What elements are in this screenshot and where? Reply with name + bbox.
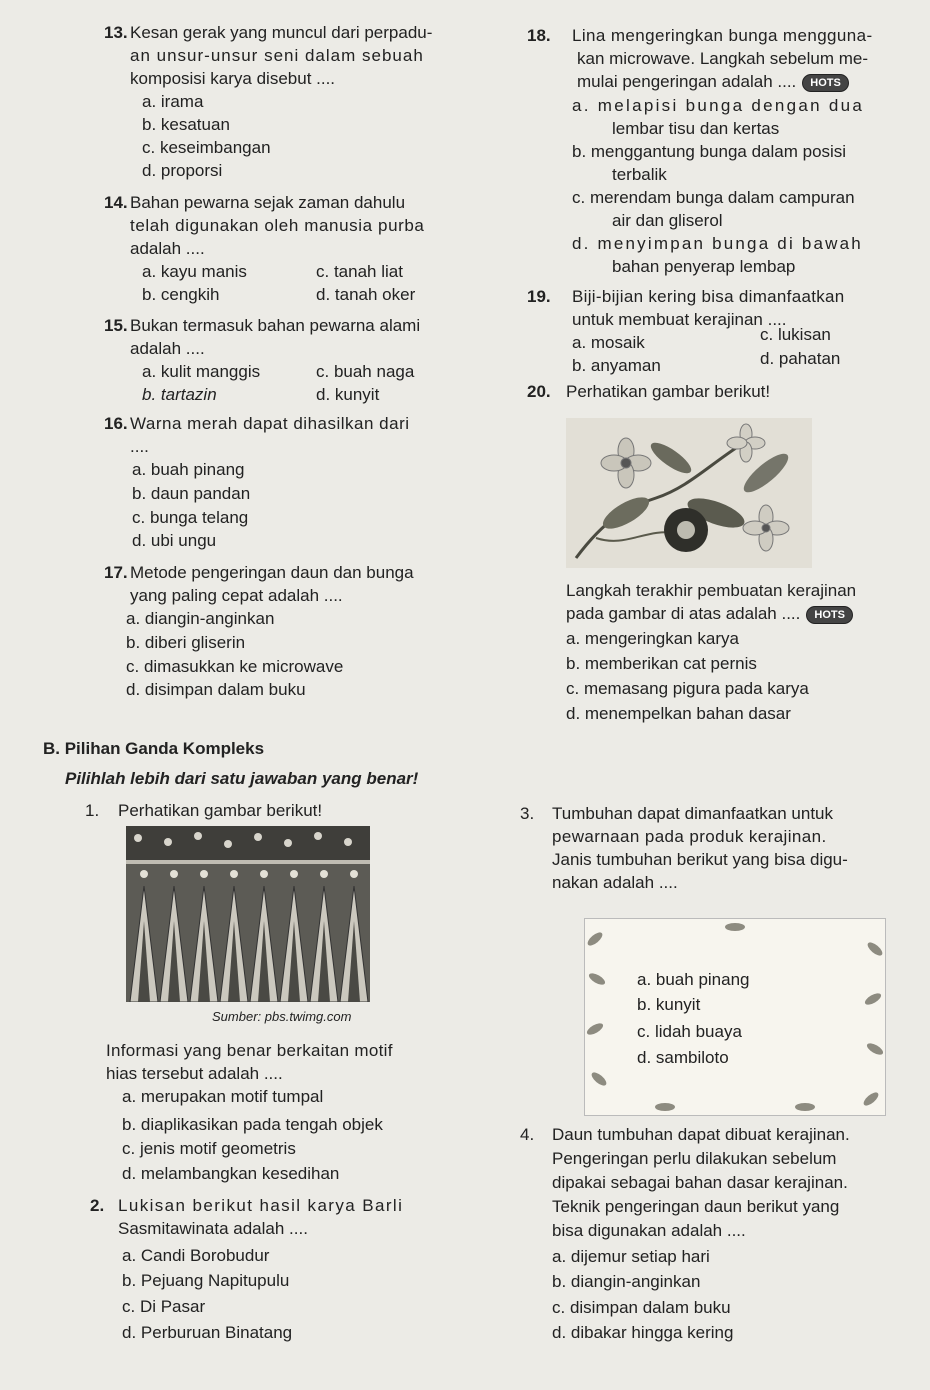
section-instruction: Pilihlah lebih dari satu jawaban yang benar! (65, 769, 419, 788)
question-stem: yang paling cepat adalah .... (130, 586, 343, 605)
answer-option[interactable]: c. memasang pigura pada karya (566, 679, 809, 698)
answer-option[interactable]: c. jenis motif geometris (122, 1139, 296, 1158)
answer-option[interactable]: d. pahatan (760, 349, 841, 368)
question-stem: adalah .... (130, 339, 205, 358)
answer-option[interactable]: b. daun pandan (132, 484, 251, 503)
question-number: 19. (527, 287, 551, 306)
answer-option[interactable]: a. dijemur setiap hari (552, 1247, 710, 1266)
answer-option[interactable]: b. cengkih (142, 285, 220, 304)
answer-option[interactable]: d. sambiloto (637, 1048, 729, 1067)
answer-option[interactable]: a. buah pinang (132, 460, 245, 479)
question-stem: Kesan gerak yang muncul dari perpadu- (130, 23, 433, 42)
answer-option[interactable]: a. kayu manis (142, 262, 247, 281)
answer-option[interactable]: a. melapisi bunga dengan dua (572, 96, 865, 115)
answer-option[interactable]: c. lidah buaya (637, 1022, 742, 1041)
question-stem: nakan adalah .... (552, 873, 678, 892)
answer-option[interactable]: c. buah naga (316, 362, 415, 381)
question-stem: .... (130, 437, 149, 456)
answer-option[interactable]: b. diberi gliserin (126, 633, 246, 652)
answer-option[interactable]: b. kunyit (637, 995, 701, 1014)
question-stem: Teknik pengeringan daun berikut yang (552, 1197, 840, 1216)
answer-option-cont: lembar tisu dan kertas (612, 119, 780, 138)
question-stem: pewarnaan pada produk kerajinan. (552, 827, 827, 846)
question-stem: Perhatikan gambar berikut! (566, 382, 771, 401)
answer-option[interactable]: d. menempelkan bahan dasar (566, 704, 791, 723)
answer-option[interactable]: b. kesatuan (142, 115, 230, 134)
answer-option[interactable]: c. disimpan dalam buku (552, 1298, 731, 1317)
answer-option[interactable]: a. buah pinang (637, 970, 750, 989)
answer-option[interactable]: b. anyaman (572, 356, 661, 375)
question-number: 17. (104, 563, 128, 582)
question-stem: adalah .... (130, 239, 205, 258)
answer-option[interactable]: d. melambangkan kesedihan (122, 1164, 340, 1183)
question-number: 18. (527, 26, 551, 45)
question-stem: Informasi yang benar berkaitan motif (106, 1041, 393, 1060)
question-number: 16. (104, 414, 128, 433)
question-stem-text: mulai pengeringan adalah .... (577, 72, 797, 91)
hots-badge: HOTS (802, 74, 849, 92)
answer-option[interactable]: a. mosaik (572, 333, 645, 352)
question-number: 2. (90, 1196, 105, 1215)
answer-option[interactable]: b. tartazin (142, 385, 217, 404)
question-stem (566, 603, 853, 625)
answer-option[interactable]: d. Perburuan Binatang (122, 1323, 293, 1342)
answer-option[interactable]: a. mengeringkan karya (566, 629, 739, 648)
answer-option[interactable]: c. tanah liat (316, 262, 403, 281)
answer-option[interactable]: c. dimasukkan ke microwave (126, 657, 344, 676)
question-stem: Perhatikan gambar berikut! (118, 801, 323, 820)
answer-option[interactable]: d. proporsi (142, 161, 223, 180)
question-stem-text: pada gambar di atas adalah .... (566, 604, 801, 623)
answer-option[interactable]: a. Candi Borobudur (122, 1246, 270, 1265)
answer-option[interactable]: a. irama (142, 92, 204, 111)
pressed-flower-illustration (566, 418, 812, 568)
answer-option[interactable]: c. lukisan (760, 325, 831, 344)
question-stem: bisa digunakan adalah .... (552, 1221, 746, 1240)
answer-option[interactable]: d. dibakar hingga kering (552, 1323, 734, 1342)
answer-option[interactable]: b. menggantung bunga dalam posisi (572, 142, 847, 161)
answer-option[interactable]: c. keseimbangan (142, 138, 271, 157)
hots-badge: HOTS (806, 606, 853, 624)
answer-option[interactable]: a. kulit manggis (142, 362, 261, 381)
answer-option[interactable]: d. tanah oker (316, 285, 416, 304)
answer-option[interactable]: d. menyimpan bunga di bawah (572, 234, 863, 253)
question-stem: Janis tumbuhan berikut yang bisa digu- (552, 850, 848, 869)
question-stem: untuk membuat kerajinan .... (572, 310, 787, 329)
question-stem: Lukisan berikut hasil karya Barli (118, 1196, 404, 1215)
question-stem: Metode pengeringan daun dan bunga (130, 563, 414, 582)
question-stem: komposisi karya disebut .... (130, 69, 336, 88)
question-stem: Bahan pewarna sejak zaman dahulu (130, 193, 406, 212)
question-number: 14. (104, 193, 128, 212)
question-number: 4. (520, 1125, 535, 1144)
answer-option[interactable]: a. diangin-anginkan (126, 609, 275, 628)
answer-option[interactable]: b. Pejuang Napitupulu (122, 1271, 290, 1290)
question-stem: dipakai sebagai bahan dasar kerajinan. (552, 1173, 848, 1192)
question-number: 1. (85, 801, 100, 820)
question-number: 3. (520, 804, 535, 823)
answer-option[interactable]: c. merendam bunga dalam campuran (572, 188, 855, 207)
question-stem: Tumbuhan dapat dimanfaatkan untuk (552, 804, 834, 823)
answer-option[interactable]: b. memberikan cat pernis (566, 654, 757, 673)
question-stem: telah digunakan oleh manusia purba (130, 216, 425, 235)
section-heading: B. Pilihan Ganda Kompleks (43, 739, 265, 758)
question-stem: an unsur-unsur seni dalam sebuah (130, 46, 424, 65)
answer-option[interactable]: a. merupakan motif tumpal (122, 1087, 324, 1106)
answer-option[interactable]: b. diangin-anginkan (552, 1272, 701, 1291)
batik-tumpal-pattern (126, 826, 370, 1002)
question-stem: Warna merah dapat dihasilkan dari (130, 414, 410, 433)
question-stem: Bukan termasuk bahan pewarna alami (130, 316, 421, 335)
question-stem: Daun tumbuhan dapat dibuat kerajinan. (552, 1125, 850, 1144)
answer-option-cont: air dan gliserol (612, 211, 723, 230)
question-stem: Sasmitawinata adalah .... (118, 1219, 308, 1238)
batik-motif-image (126, 826, 370, 1002)
answer-option-cont: terbalik (612, 165, 667, 184)
answer-option[interactable]: d. kunyit (316, 385, 380, 404)
answer-option-cont: bahan penyerap lembap (612, 257, 796, 276)
answer-option[interactable]: c. bunga telang (132, 508, 249, 527)
question-stem (577, 71, 849, 93)
question-stem: Lina mengeringkan bunga mengguna- (572, 26, 873, 45)
pressed-flower-craft-image (566, 418, 812, 568)
answer-option[interactable]: b. diaplikasikan pada tengah objek (122, 1115, 383, 1134)
question-stem: kan microwave. Langkah sebelum me- (577, 49, 869, 68)
question-number: 15. (104, 316, 128, 335)
answer-option[interactable]: d. ubi ungu (132, 531, 217, 550)
answer-option[interactable]: c. Di Pasar (122, 1297, 206, 1316)
question-number: 13. (104, 23, 128, 42)
question-number: 20. (527, 382, 551, 401)
question-stem: hias tersebut adalah .... (106, 1064, 283, 1083)
image-source: Sumber: pbs.twimg.com (212, 1009, 352, 1024)
question-stem: Langkah terakhir pembuatan kerajinan (566, 581, 857, 600)
leaf-border-decoration (585, 919, 885, 1115)
question-stem: Pengeringan perlu dilakukan sebelum (552, 1149, 837, 1168)
question-stem: Biji-bijian kering bisa dimanfaatkan (572, 287, 845, 306)
answer-option[interactable]: d. disimpan dalam buku (126, 680, 306, 699)
options-panel (584, 918, 886, 1116)
